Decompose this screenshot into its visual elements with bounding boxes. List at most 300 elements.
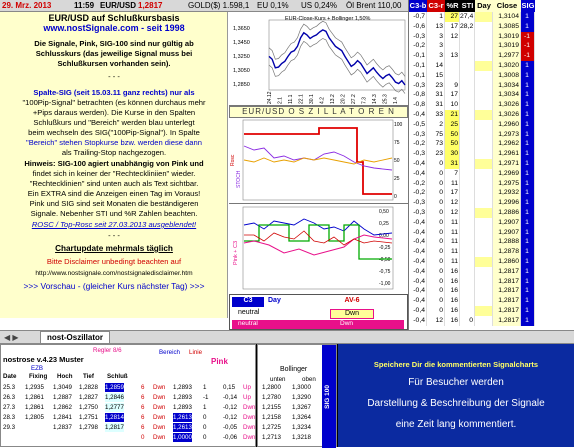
bottom-cell: 0 (203, 414, 207, 421)
x-tick-label: 11.1 (288, 94, 294, 104)
bottom-cell: 29.3 (3, 424, 16, 431)
table-cell (475, 149, 493, 159)
x-tick-label: 25.3 (382, 94, 389, 104)
table-row (409, 81, 574, 91)
table-cell: 1,3020 (493, 61, 521, 71)
table-cell: 11 (445, 257, 460, 267)
table-cell: -0,4 (409, 247, 427, 257)
bollinger-cell: 1,2155 (262, 404, 281, 411)
table-cell: -0,1 (409, 61, 427, 71)
y-tick-label: -0,50 (379, 257, 391, 263)
neutral-label: neutral (238, 309, 260, 316)
col-header: Close (493, 0, 521, 12)
bottom-cell: 0 (203, 424, 207, 431)
table-cell: 1 (521, 139, 535, 149)
bollinger-cell: 1,2158 (262, 414, 281, 421)
table-cell: -0,3 (409, 198, 427, 208)
table-cell: 1,2817 (493, 267, 521, 277)
table-cell: -0,8 (409, 100, 427, 110)
table-cell: 73 (427, 139, 445, 149)
av-label: AV-6 (344, 297, 360, 304)
table-cell: -0,3 (409, 149, 427, 159)
table-cell: 11 (445, 228, 460, 238)
table-cell: 31 (445, 159, 460, 169)
table-cell: 1 (521, 218, 535, 228)
bottom-cell: Dwn (153, 404, 166, 411)
table-cell (460, 41, 475, 51)
table-cell: 1,2996 (493, 198, 521, 208)
y-tick-label: -0,25 (379, 245, 391, 251)
table-cell: 50 (445, 130, 460, 140)
col-header: STI (461, 1, 474, 10)
table-row (409, 228, 574, 238)
y-tick-label: 1,3450 (233, 40, 250, 46)
table-row (409, 32, 574, 42)
col-date: Date (3, 373, 17, 380)
y-tick-label: 0,00 (379, 233, 389, 239)
table-cell: 1,2961 (493, 149, 521, 159)
table-cell (475, 51, 493, 61)
table-cell (460, 198, 475, 208)
table-cell (475, 61, 493, 71)
table-cell (460, 139, 475, 149)
info-line: Spalte-SIG (seit 15.03.11 ganz rechts) nur als (33, 88, 195, 97)
signal-summary-box (229, 294, 408, 330)
bottom-cell: 1,2893 (173, 394, 192, 401)
promo-line: eine Zeit lang kommentiert. (395, 419, 517, 430)
table-cell: 1,2973 (493, 130, 521, 140)
table-cell: -0,4 (409, 286, 427, 296)
panel-url[interactable]: www.nostSignale.com - seit 1998 (43, 23, 185, 33)
table-cell: 1,2907 (493, 218, 521, 228)
bottom-cell: Up (243, 394, 251, 401)
table-cell (460, 306, 475, 316)
bottom-cell: 1,2798 (79, 424, 98, 431)
table-row (409, 277, 574, 287)
bottom-cell: 1,2893 (173, 384, 192, 391)
table-cell: 1 (521, 188, 535, 198)
table-cell: 1,2975 (493, 179, 521, 189)
table-row (409, 100, 574, 110)
bottom-cell: 6 (141, 404, 145, 411)
table-cell: 1,3034 (493, 81, 521, 91)
table-cell: 11 (445, 247, 460, 257)
us-label: US 0,24% (301, 1, 338, 10)
bottom-cell: -0,12 (223, 414, 238, 421)
table-cell: -0,7 (409, 12, 427, 22)
regler-label: Regler 8/6 (93, 347, 122, 354)
table-cell (475, 286, 493, 296)
table-cell: 3 (427, 41, 445, 51)
table-cell: -0,4 (409, 169, 427, 179)
table-cell: 1,2907 (493, 228, 521, 238)
table-row (409, 12, 574, 22)
pink-c3-chart-svg (229, 205, 408, 293)
table-cell: 1,3104 (493, 12, 521, 22)
x-tick-label: 20.2 (340, 94, 347, 104)
linie-label: Linie (189, 349, 203, 356)
table-cell: 1 (521, 149, 535, 159)
bottom-cell: 26.3 (3, 394, 16, 401)
table-row (409, 316, 574, 326)
oszillator-title: EUR/USD O S Z I L L A T O R E N (229, 106, 408, 118)
bollinger-cell: 1,3267 (292, 404, 311, 411)
table-cell: 1,3034 (493, 90, 521, 100)
bottom-cell: -0,14 (223, 394, 238, 401)
promo-line: Für Besucher werden (408, 377, 504, 388)
bottom-cell: 1,2837 (53, 424, 72, 431)
table-cell: 0 (427, 247, 445, 257)
table-cell: 12 (427, 316, 445, 326)
y-tick-label: -0,75 (379, 269, 391, 275)
table-cell (460, 71, 475, 81)
bottom-cell: 6 (141, 414, 145, 421)
pair-label: EUR/USD (100, 1, 137, 10)
table-cell: 0 (427, 169, 445, 179)
x-tick-label: 30.1 (309, 94, 315, 104)
table-cell: -1 (521, 41, 535, 51)
table-cell: -0,6 (409, 22, 427, 32)
bottom-cell: 27.3 (3, 404, 16, 411)
bottom-cell: 1,2861 (25, 404, 44, 411)
table-cell: 1,2932 (493, 188, 521, 198)
time-label: 11:59 (74, 1, 95, 10)
table-cell (475, 159, 493, 169)
table-cell (475, 90, 493, 100)
rosc-axis-label: Rosc (230, 154, 236, 166)
table-cell (475, 228, 493, 238)
table-cell: 1 (521, 22, 535, 32)
oben-label: oben (302, 376, 316, 383)
col-fixing: Fixing (29, 373, 48, 380)
table-cell (460, 81, 475, 91)
table-cell: 1 (521, 12, 535, 22)
table-cell: 1,2888 (493, 237, 521, 247)
table-cell: 11 (445, 179, 460, 189)
pink-c3-chart (229, 205, 408, 293)
table-row (409, 120, 574, 130)
table-row (409, 51, 574, 61)
table-row (409, 257, 574, 267)
table-cell (460, 90, 475, 100)
chart-title: EUR-Close-Kurs + Bollinger 1,50% (285, 16, 371, 22)
table-cell: 1,3019 (493, 32, 521, 42)
info-line: Signale. Nebenher STI und %R Zahlen beachten. (30, 209, 198, 218)
table-row (409, 267, 574, 277)
bottom-cell: Dwn (243, 404, 256, 411)
table-cell: -0,4 (409, 316, 427, 326)
table-cell (460, 130, 475, 140)
table-cell: 33 (427, 110, 445, 120)
table-row (409, 22, 574, 32)
table-cell: 9 (445, 81, 460, 91)
gold-label: GOLD($) 1.598,1 (188, 1, 250, 10)
stochastic-chart (229, 118, 408, 204)
info-line: als Trailing-Stop nachgezogen. (61, 148, 167, 157)
table-cell (475, 247, 493, 257)
table-row (409, 188, 574, 198)
y-tick-label: 1,3250 (233, 54, 250, 60)
info-line: Die Signale, Pink, SIG-100 sind nur gültig ab (34, 39, 194, 48)
table-cell (475, 257, 493, 267)
table-cell: 0 (427, 306, 445, 316)
table-row (409, 306, 574, 316)
table-cell: 0 (427, 218, 445, 228)
table-cell (475, 237, 493, 247)
table-cell (475, 267, 493, 277)
info-panel (0, 12, 228, 318)
bottom-cell: Dwn (243, 434, 256, 441)
table-cell (460, 228, 475, 238)
table-cell: 12 (445, 198, 460, 208)
bottom-cell: Dwn (243, 414, 256, 421)
table-cell: 10 (445, 100, 460, 110)
info-line: beim wechseln des SIG("100Pip-Signal"). In Spalte (28, 128, 200, 137)
table-cell: 21 (445, 110, 460, 120)
bottom-cell: 1,2805 (25, 414, 44, 421)
table-cell: 7 (445, 169, 460, 179)
table-cell (475, 208, 493, 218)
bottom-cell: -0,12 (223, 404, 238, 411)
y-tick-label: -1,00 (379, 281, 391, 287)
table-cell: 1,2977 (493, 51, 521, 61)
y-tick-label: 1,3050 (233, 68, 250, 74)
table-cell: 30 (445, 149, 460, 159)
table-cell: 31 (427, 90, 445, 100)
table-cell: 1 (521, 286, 535, 296)
table-row (409, 179, 574, 189)
table-row (409, 208, 574, 218)
bottom-cell: 0,15 (223, 384, 236, 391)
table-row (409, 90, 574, 100)
table-cell: -0,3 (409, 130, 427, 140)
date-label: 29. Mrz. 2013 (2, 1, 52, 10)
signal-table (408, 0, 574, 330)
bottom-cell: Dwn (153, 434, 166, 441)
table-cell: 1 (521, 130, 535, 140)
table-cell: 1,3085 (493, 22, 521, 32)
stochastic-chart-svg (229, 118, 408, 204)
table-cell (460, 61, 475, 71)
table-cell: 0 (427, 228, 445, 238)
table-cell: 1,2817 (493, 277, 521, 287)
table-cell: 17 (445, 22, 460, 32)
table-cell: -0,2 (409, 41, 427, 51)
table-cell: 1 (521, 247, 535, 257)
promo-title: Speichere Dir die kommentierten Signalcharts (373, 360, 539, 369)
info-line: Ein EXTRA sind die Anzeigen einen Tag im Voraus! (27, 189, 201, 198)
bottom-cell: Dwn (153, 414, 166, 421)
table-cell: 1,2817 (493, 306, 521, 316)
bottom-cell: -0,05 (223, 424, 238, 431)
bottom-cell: 1,2777 (105, 404, 124, 411)
bottom-cell: 1,2814 (105, 414, 124, 421)
table-cell: 27 (445, 12, 460, 22)
bottom-cell: 1,0000 (173, 434, 192, 441)
x-tick-label: 7.3 (361, 97, 368, 104)
table-cell: 1,3008 (493, 71, 521, 81)
x-tick-label: 24.12 (267, 91, 273, 104)
panel-title: EUR/USD auf Schlußkursbasis (48, 13, 180, 23)
disclaimer-link[interactable]: http://www.nostsignale.com/nostsignaledisclaimer.htm (35, 270, 193, 277)
table-cell: -0,3 (409, 208, 427, 218)
table-cell: 17 (445, 90, 460, 100)
table-cell: 1,2960 (493, 120, 521, 130)
table-row (409, 149, 574, 159)
y-tick-label: 100 (394, 122, 403, 128)
table-cell: 1 (521, 90, 535, 100)
table-cell: 1 (521, 159, 535, 169)
x-tick-label: 1.4 (393, 97, 399, 104)
table-cell: -0,4 (409, 257, 427, 267)
info-line: findet sich in keiner der "Rechteckliniien" wieder. (32, 169, 196, 178)
bottom-cell: 1,2750 (79, 404, 98, 411)
info-line: Schlußkurs und "Bereich" werden blau unterlegt (33, 118, 195, 127)
table-cell: 16 (445, 277, 460, 287)
table-cell: 0 (427, 277, 445, 287)
table-cell (460, 237, 475, 247)
table-cell: 1,3019 (493, 41, 521, 51)
table-cell (475, 100, 493, 110)
ezb-label: EZB (31, 365, 44, 372)
pink-axis-label: Pink + C3 (233, 241, 239, 265)
table-cell: 12 (445, 208, 460, 218)
bollinger-cell: 1,2725 (262, 424, 281, 431)
bollinger-cell: 1,2800 (262, 384, 281, 391)
table-cell: -1 (521, 32, 535, 42)
table-cell (475, 32, 493, 42)
table-row (409, 169, 574, 179)
table-cell: 31 (427, 100, 445, 110)
table-cell (475, 179, 493, 189)
table-row (409, 198, 574, 208)
y-tick-label: 50 (394, 158, 400, 164)
table-cell (460, 169, 475, 179)
stoch-axis-label: STOCH (236, 170, 242, 188)
table-cell: 1 (521, 169, 535, 179)
table-cell: 1,2969 (493, 169, 521, 179)
dwn-label-2: Dwn (340, 320, 354, 327)
bottom-cell: 1,2935 (25, 384, 44, 391)
table-cell (475, 169, 493, 179)
table-cell: 1 (521, 61, 535, 71)
separator: - - - (108, 72, 120, 81)
table-cell (460, 257, 475, 267)
bottom-cell: 1,2862 (53, 404, 72, 411)
y-tick-label: 0,50 (379, 209, 389, 215)
table-cell: 2 (427, 120, 445, 130)
x-tick-label: 14.3 (372, 94, 378, 104)
col-hoch: Hoch (57, 373, 73, 380)
bottom-cell: 1 (203, 404, 207, 411)
table-cell: 1 (521, 208, 535, 218)
y-tick-label: 25 (394, 176, 400, 182)
table-cell (475, 120, 493, 130)
table-cell: 1 (521, 228, 535, 238)
promo-box (338, 344, 574, 447)
table-cell: 1,2817 (493, 296, 521, 306)
table-cell (475, 198, 493, 208)
info-line: "Rechtecklinien" sind unten auch als Text sichtbar. (29, 179, 199, 188)
table-cell: 0 (427, 286, 445, 296)
bollinger-label: Bollinger (280, 366, 308, 373)
table-row (409, 41, 574, 51)
col-tief: Tief (83, 373, 94, 380)
table-cell: 11 (445, 218, 460, 228)
table-cell: 1 (521, 179, 535, 189)
rosc-note: ROSC / Top-Rosc seit 27.03.2013 ausgeblendet! (31, 220, 197, 229)
dwn-label: Dwn (330, 309, 374, 319)
nostrose-table (0, 344, 256, 447)
info-line: Hinweis: SIG-100 agiert unabhängig von Pink und (24, 159, 204, 168)
table-cell: 1 (521, 100, 535, 110)
bereich-label: Bereich (159, 349, 180, 356)
price-label: 1,2817 (138, 1, 163, 10)
bottom-cell: 1 (203, 384, 207, 391)
table-cell (475, 130, 493, 140)
table-cell (460, 110, 475, 120)
table-cell: 13 (445, 51, 460, 61)
y-tick-label: 1,3650 (233, 26, 250, 32)
bottom-cell: 1,2841 (53, 414, 72, 421)
table-row (409, 71, 574, 81)
table-cell: -0,1 (409, 51, 427, 61)
table-cell: 15 (427, 71, 445, 81)
table-cell: -0,4 (409, 296, 427, 306)
col-header: C3-r (428, 1, 444, 10)
info-line: Schlusskurs (das jeweilige Signal muss bei (35, 49, 193, 58)
table-cell: 1,3026 (493, 100, 521, 110)
table-row (409, 218, 574, 228)
col-header: SIG (521, 1, 535, 10)
table-cell (445, 71, 460, 81)
table-cell (460, 51, 475, 61)
table-cell (475, 41, 493, 51)
table-cell: 1 (521, 306, 535, 316)
bottom-cell: Dwn (153, 424, 166, 431)
tab-nav-icon[interactable]: ◀ ▶ (4, 333, 19, 342)
table-cell: -0,2 (409, 188, 427, 198)
table-cell: -0,1 (409, 71, 427, 81)
table-cell: 1,3026 (493, 110, 521, 120)
table-cell: 0 (427, 179, 445, 189)
table-cell: 1 (521, 71, 535, 81)
bottom-cell: 1,2859 (105, 384, 124, 391)
bottom-cell: 1,2893 (173, 404, 192, 411)
table-row (409, 247, 574, 257)
bottom-section (0, 344, 574, 447)
table-cell: 1 (521, 237, 535, 247)
table-cell (475, 22, 493, 32)
y-tick-label: 0,25 (379, 221, 389, 227)
preview-link[interactable]: >>> Vorschau - (gleicher Kurs nächster Tag) >>> (23, 281, 205, 291)
bollinger-cell: 1,3264 (292, 414, 311, 421)
table-row (409, 159, 574, 169)
table-cell: 16 (445, 296, 460, 306)
disclaimer-note: Bitte Disclaimer unbedingt beachten auf (46, 257, 182, 266)
table-cell: -0,8 (409, 90, 427, 100)
table-cell (475, 71, 493, 81)
table-cell: -1 (521, 51, 535, 61)
table-row (409, 237, 574, 247)
tab-nost-oszillator[interactable]: nost-Oszillator (40, 331, 110, 344)
bottom-cell: Up (243, 384, 251, 391)
table-row (409, 286, 574, 296)
table-cell: -0,4 (409, 267, 427, 277)
table-cell: 50 (445, 139, 460, 149)
sig100-label: SIG 100 (324, 385, 331, 409)
table-cell (475, 296, 493, 306)
